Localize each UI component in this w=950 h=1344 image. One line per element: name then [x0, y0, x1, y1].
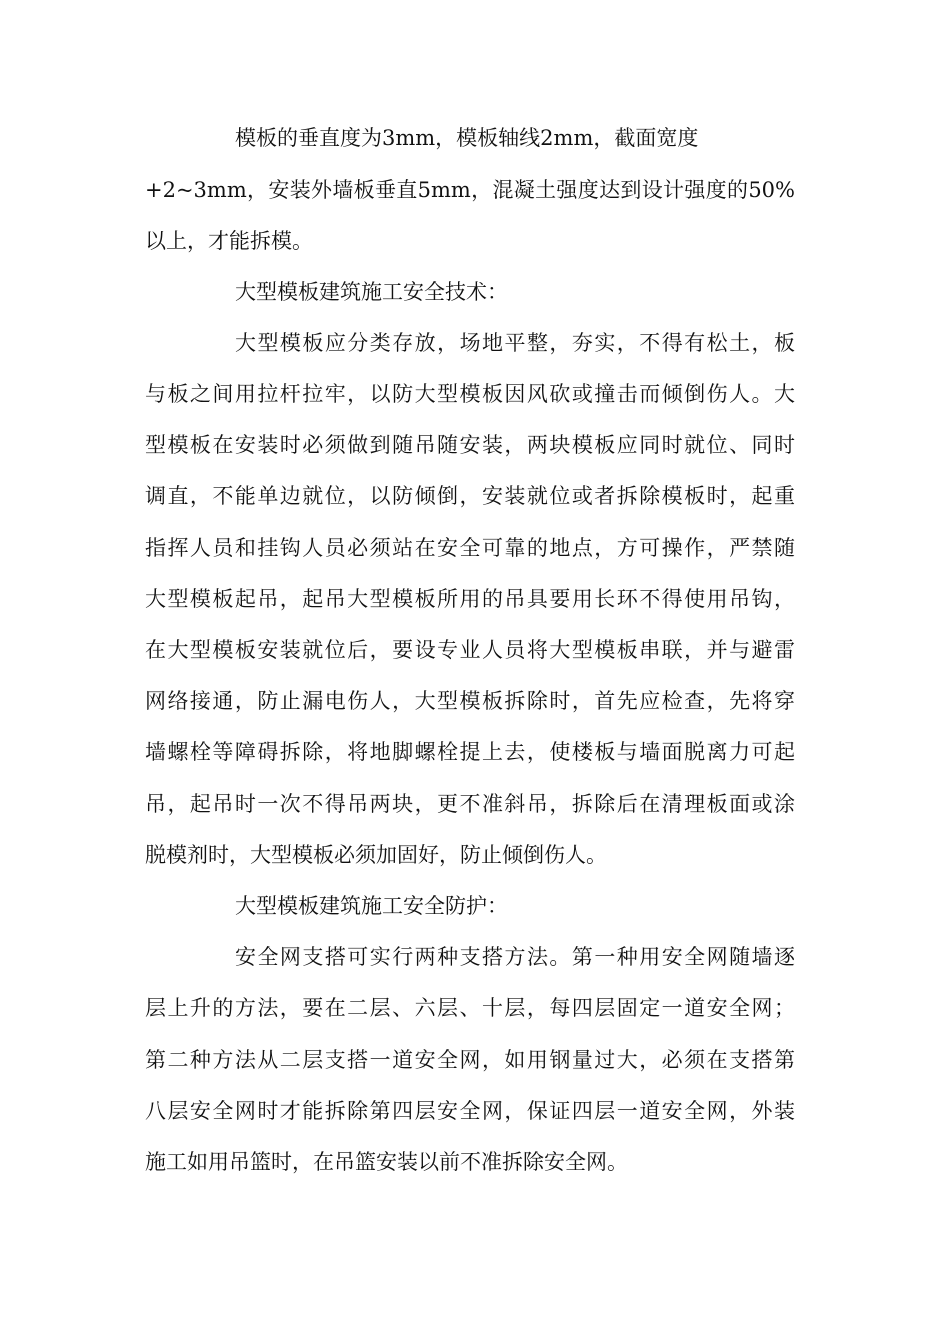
text-line: +2~3mm，安装外墙板垂直5mm，混凝土强度达到设计强度的50% [145, 178, 795, 202]
text-line: 大型模板应分类存放，场地平整，夯实，不得有松土，板 [235, 331, 795, 355]
text-line: 第二种方法从二层支搭一道安全网，如用钢量过大，必须在支搭第 [145, 1048, 795, 1072]
text-line: 调直，不能单边就位，以防倾倒，安装就位或者拆除模板时，起重 [145, 484, 795, 508]
text-line: 安全网支搭可实行两种支搭方法。第一种用安全网随墙逐 [235, 945, 795, 969]
text-line: 网络接通，防止漏电伤人，大型模板拆除时，首先应检查，先将穿 [145, 689, 795, 713]
text-line: 脱模剂时，大型模板必须加固好，防止倾倒伤人。 [145, 843, 607, 867]
text-line: 吊，起吊时一次不得吊两块，更不准斜吊，拆除后在清理板面或涂 [145, 792, 795, 816]
text-line: 以上，才能拆模。 [145, 229, 313, 253]
text-line: 层上升的方法，要在二层、六层、十层，每四层固定一道安全网； [145, 996, 795, 1020]
text-line: 墙螺栓等障碍拆除，将地脚螺栓提上去，使楼板与墙面脱离力可起 [145, 740, 795, 764]
text-line: 指挥人员和挂钩人员必须站在安全可靠的地点，方可操作，严禁随 [145, 536, 795, 560]
text-line: 大型模板起吊，起吊大型模板所用的吊具要用长环不得使用吊钩， [145, 587, 795, 611]
text-line: 施工如用吊篮时，在吊篮安装以前不准拆除安全网。 [145, 1150, 628, 1174]
text-line: 与板之间用拉杆拉牢，以防大型模板因风砍或撞击而倾倒伤人。大 [145, 382, 795, 406]
text-line: 八层安全网时才能拆除第四层安全网，保证四层一道安全网，外装 [145, 1099, 795, 1123]
section-heading: 大型模板建筑施工安全技术： [235, 280, 508, 304]
text-line: 在大型模板安装就位后，要设专业人员将大型模板串联，并与避雷 [145, 638, 795, 662]
section-heading: 大型模板建筑施工安全防护： [235, 894, 508, 918]
text-line: 模板的垂直度为3mm，模板轴线2mm，截面宽度 [235, 126, 699, 150]
text-line: 型模板在安装时必须做到随吊随安装，两块模板应同时就位、同时 [145, 433, 795, 457]
